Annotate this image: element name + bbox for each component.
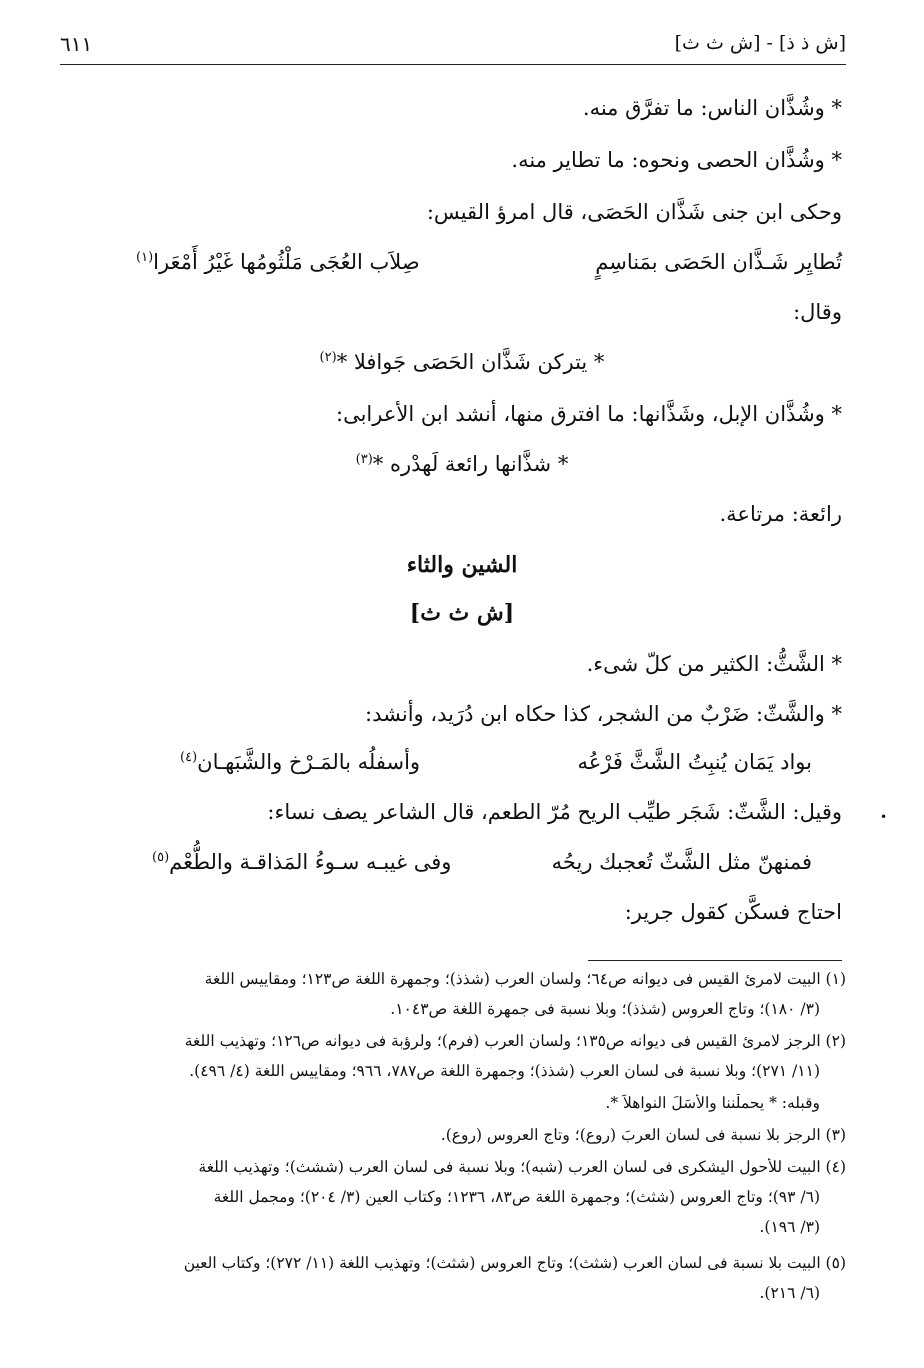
footnote-line: (٦/ ٢١٦). xyxy=(759,1284,820,1302)
running-head: [ش ذ ذ] - [ش ث ث] xyxy=(674,32,846,54)
verse-second-hemistich xyxy=(136,250,420,274)
footnote-marker: (٤) xyxy=(180,750,198,765)
page-number: ٦١١ xyxy=(60,32,93,56)
section-title: الشين والثاء xyxy=(406,552,518,578)
footnote-marker: (٣) xyxy=(355,452,373,467)
text-line: * وشُذَّان الناس: ما تفرَّق منه. xyxy=(582,96,842,120)
text-line: وقال: xyxy=(793,300,842,324)
verse-text: صِلاَب العُجَى مَلْثُومُها غَيْرُ أَمْعَرا xyxy=(153,250,420,274)
verse-text: * شذَّانها رائعة لَهدْره * xyxy=(372,452,569,476)
text-line: * الشَّثُّ: الكثير من كلّ شىء. xyxy=(586,652,842,676)
footnote-line: وقبله: * يحملْننا والأسَلَ النواهلاَ *. xyxy=(605,1094,820,1112)
footnote-line: (١١/ ٢٧١)؛ وبلا نسبة فى لسان العرب (شذذ)؛ وجمهرة اللغة ص٧٨٧، ٩٦٦؛ ومقاييس اللغة (٤/ ٤٩٦). xyxy=(189,1062,820,1080)
footnote-line: (٦/ ٩٣)؛ وتاج العروس (شثث)؛ وجمهرة اللغة ص٨٣، ١٢٣٦؛ وكتاب العين (٣/ ٢٠٤)؛ ومجمل اللغة xyxy=(213,1188,820,1206)
footnote-line: (٣/ ١٩٦). xyxy=(759,1218,820,1236)
text-line: * والشَّثّ: ضَرْبٌ من الشجر، كذا حكاه ابن دُرَيد، وأنشد: xyxy=(365,702,842,726)
verse-first-hemistich: فمنهنّ مثل الشَّثّ تُعجبك ريحُه xyxy=(551,850,812,874)
text-line: رائعة: مرتاعة. xyxy=(719,502,842,526)
verse-line xyxy=(0,350,924,374)
footnote-marker: (٥) xyxy=(152,850,170,865)
page-header xyxy=(60,28,846,64)
verse-first-hemistich: بواد يَمَان يُنبِتُ الشَّثَّ فَرْعُه xyxy=(577,750,812,774)
header-divider xyxy=(60,64,846,65)
verse-text: * يتركن شَذَّان الحَصَى جَوافلا * xyxy=(336,350,605,374)
footnote-line: (٤) البيت للأحول اليشكرى فى لسان العرب (شبه)؛ وبلا نسبة فى لسان العرب (ششث)؛ وتهذيب اللغة xyxy=(198,1158,846,1176)
footnote-marker: (١) xyxy=(136,250,154,265)
text-line: وحكى ابن جنى شَذَّان الحَصَى، قال امرؤ القيس: xyxy=(426,200,842,224)
verse-text: وأسفلُه بالمَـرْخ والشَّبَهـان xyxy=(197,750,421,774)
root-title: [ش ث ث] xyxy=(409,600,515,626)
footnote-line: (٣/ ١٨٠)؛ وتاج العروس (شذذ)؛ وبلا نسبة فى جمهرة اللغة ص١٠٤٣. xyxy=(390,1000,820,1018)
footnote-line: (٥) البيت بلا نسبة فى لسان العرب (شثث)؛ وتاج العروس (شثث)؛ وتهذيب اللغة (١١/ ٢٧٢)؛ وكتاب العين xyxy=(183,1254,846,1272)
footnote-divider xyxy=(588,960,842,961)
verse-first-hemistich: تُطايِر شَـذَّان الحَصَى بمَناسِمٍ xyxy=(595,250,842,274)
text-line: * وشُذَّان الحصى ونحوه: ما تطاير منه. xyxy=(511,148,842,172)
footnote-line: (٢) الرجز لامرئ القيس فى ديوانه ص١٣٥؛ ولسان العرب (فرم)؛ ولرؤبة فى ديوانه ص١٢٦؛ وتهذيب اللغة xyxy=(184,1032,846,1050)
text-line: وقيل: الشَّثّ: شَجَر طيِّب الريح مُرّ الطعم، قال الشاعر يصف نساء: xyxy=(267,800,842,824)
footnote-marker: (٢) xyxy=(319,350,337,365)
text-line: * وشُذَّان الإبل، وشَذَّانها: ما افترق منها، أنشد ابن الأعرابى: xyxy=(336,402,842,426)
verse-text: وفى غيبـه سـوءُ المَذاقـة والطُّعْم xyxy=(169,850,452,874)
verse-second-hemistich xyxy=(152,850,451,874)
verse-second-hemistich xyxy=(180,750,420,774)
footnote-line: (٣) الرجز بلا نسبة فى لسان العربَ (روع)؛ وتاج العروس (روع). xyxy=(440,1126,846,1144)
verse-line xyxy=(0,452,924,476)
text-line: احتاج فسكَّن كقول جرير: xyxy=(624,900,842,924)
margin-mark: • xyxy=(880,810,888,824)
footnote-line: (١) البيت لامرئ القيس فى ديوانه ص٦٤؛ ولسان العرب (شذذ)؛ وجمهرة اللغة ص١٢٣؛ ومقاييس اللغة xyxy=(204,970,846,988)
